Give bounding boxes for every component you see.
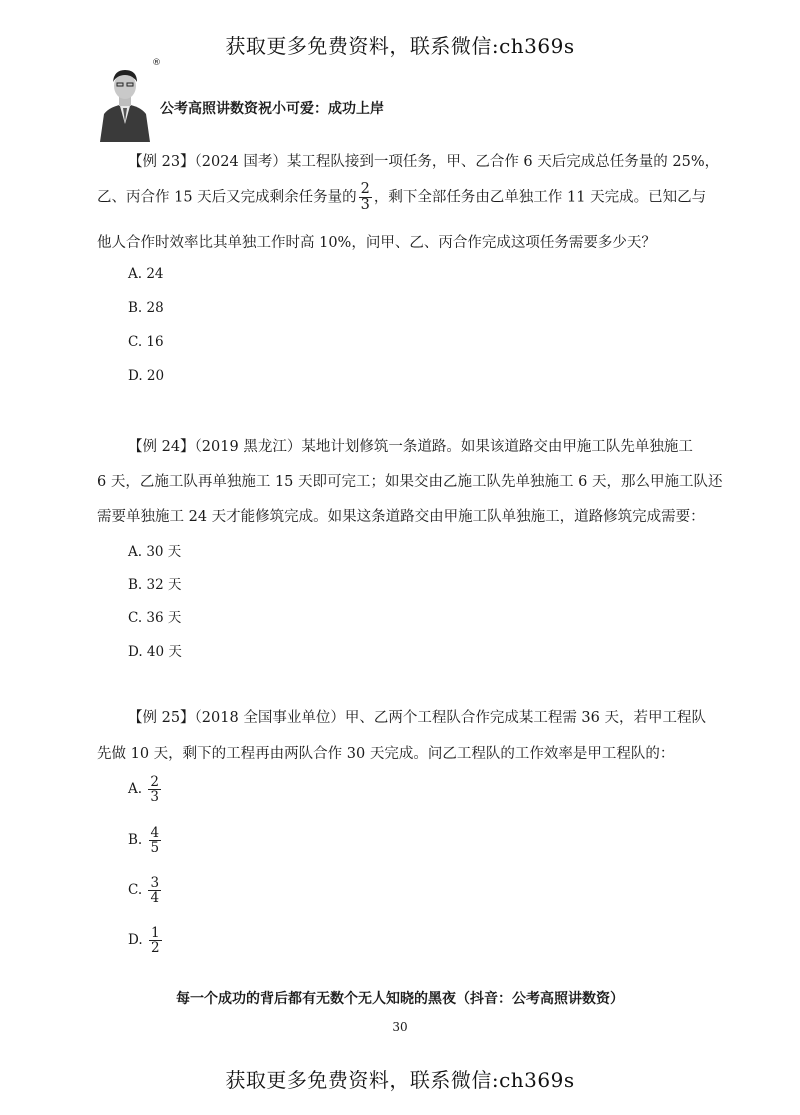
q24-line-1: 【例 24】（2019 黑龙江）某地计划修筑一条道路。如果该道路交由甲施工队先单独施工 bbox=[128, 439, 693, 455]
q25-option-a-label: A. bbox=[128, 781, 143, 798]
q24-option-b: B. 32 天 bbox=[128, 577, 182, 593]
q23-line-2b: ，剩下全部任务由乙单独工作 11 天完成。已知乙与 bbox=[373, 189, 707, 206]
q25-option-d-den: 2 bbox=[150, 940, 160, 957]
teacher-photo bbox=[96, 62, 154, 142]
q25-option-d bbox=[128, 926, 164, 955]
q23-option-a: A. 24 bbox=[128, 266, 164, 282]
q25-option-c bbox=[128, 876, 163, 905]
q23-line-1: 【例 23】（2024 国考）某工程队接到一项任务，甲、乙合作 6 天后完成总任务量的 25%， bbox=[128, 154, 720, 170]
q25-line-1: 【例 25】（2018 全国事业单位）甲、乙两个工程队合作完成某工程需 36 天，若甲工程队 bbox=[128, 710, 706, 726]
q25-option-b bbox=[128, 826, 163, 855]
q23-fraction-den: 3 bbox=[360, 197, 370, 214]
watermark-top: 获取更多免费资料，联系微信:ch369s bbox=[225, 34, 575, 58]
q24-line-2: 6 天，乙施工队再单独施工 15 天即可完工；如果交由乙施工队先单独施工 6 天，那么甲施工队还 bbox=[97, 474, 723, 490]
q25-option-a-fraction bbox=[148, 775, 161, 804]
q23-line-3: 他人合作时效率比其单独工作时高 10%，问甲、乙、丙合作完成这项任务需要多少天？ bbox=[97, 235, 656, 251]
q23-fraction-num: 2 bbox=[360, 181, 370, 197]
q25-option-d-fraction bbox=[149, 926, 162, 955]
watermark-bottom: 获取更多免费资料，联系微信:ch369s bbox=[225, 1068, 575, 1092]
q24-line-3: 需要单独施工 24 天才能修筑完成。如果这条道路交由甲施工队单独施工，道路修筑完成需要： bbox=[97, 509, 705, 525]
registered-mark: ® bbox=[152, 58, 161, 68]
q23-line-2a: 乙、丙合作 15 天后又完成剩余任务量的 bbox=[97, 189, 357, 206]
q25-line-2: 先做 10 天，剩下的工程再由两队合作 30 天完成。问乙工程队的工作效率是甲工程队的： bbox=[97, 746, 675, 762]
q25-option-b-fraction bbox=[149, 826, 162, 855]
q25-option-a-den: 3 bbox=[150, 789, 159, 806]
q23-option-b: B. 28 bbox=[128, 300, 164, 316]
q25-option-b-label: B. bbox=[128, 832, 143, 849]
q25-option-a-num: 2 bbox=[150, 774, 159, 790]
q25-option-a bbox=[128, 775, 163, 804]
footer-motto: 每一个成功的背后都有无数个无人知晓的黑夜（抖音：公考高照讲数资） bbox=[176, 991, 624, 1007]
q25-option-c-num: 3 bbox=[150, 875, 160, 891]
q25-option-b-den: 5 bbox=[150, 840, 160, 857]
q25-option-d-label: D. bbox=[128, 932, 143, 949]
page-number: 30 bbox=[392, 1020, 408, 1034]
q23-option-c: C. 16 bbox=[128, 334, 164, 350]
q25-option-c-fraction bbox=[148, 876, 161, 905]
q25-option-c-den: 4 bbox=[150, 890, 160, 907]
header-slogan: 公考高照讲数资祝小可爱：成功上岸 bbox=[160, 101, 384, 117]
q23-fraction bbox=[359, 182, 372, 213]
q25-option-d-num: 1 bbox=[150, 925, 160, 941]
q24-option-d: D. 40 天 bbox=[128, 644, 182, 660]
q23-line-2 bbox=[97, 182, 706, 213]
q25-option-c-label: C. bbox=[128, 882, 143, 899]
q24-option-a: A. 30 天 bbox=[128, 544, 182, 560]
q23-option-d: D. 20 bbox=[128, 368, 165, 384]
q25-option-b-num: 4 bbox=[150, 825, 160, 841]
q24-option-c: C. 36 天 bbox=[128, 610, 182, 626]
